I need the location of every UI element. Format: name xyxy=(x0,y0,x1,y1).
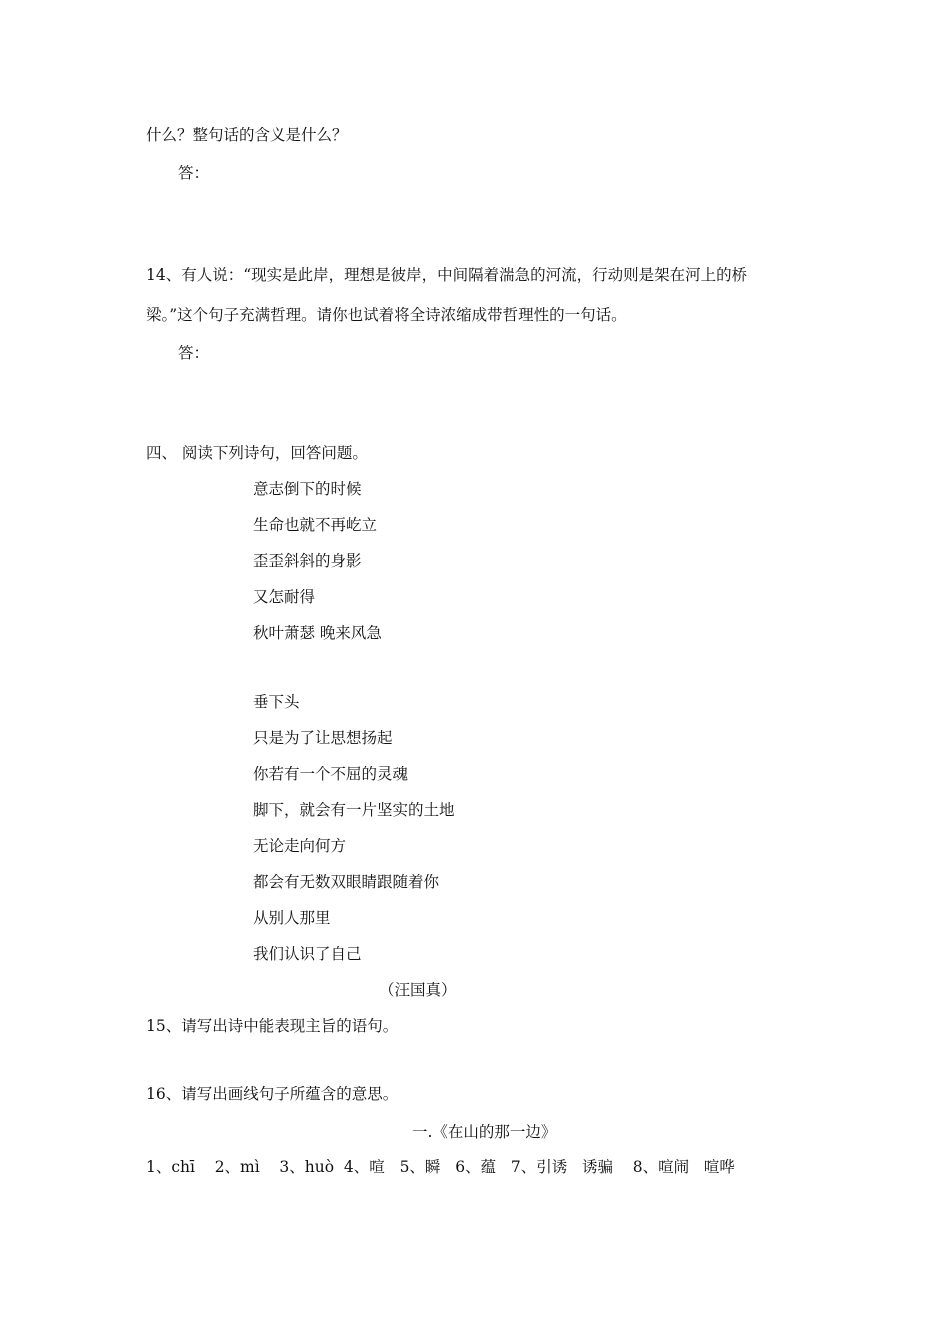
question-14-line-2: 梁。”这个句子充满哲理。请你也试着将全诗浓缩成带哲理性的一句话。 xyxy=(146,306,627,324)
poem-line: 脚下，就会有一片坚实的土地 xyxy=(253,801,455,819)
poem-line: 又怎耐得 xyxy=(253,588,316,606)
poem-line: 垂下头 xyxy=(253,693,300,711)
question-14-answer-label: 答： xyxy=(178,344,210,362)
poem-line: 从别人那里 xyxy=(253,909,331,927)
poem-line: 无论走向何方 xyxy=(253,837,347,855)
question-14-line-1: 14、有人说：“现实是此岸，理想是彼岸，中间隔着湍急的河流，行动则是架在河上的桥 xyxy=(146,266,748,284)
poem-author: （汪国真） xyxy=(379,981,457,999)
question-13-answer-label: 答： xyxy=(178,164,210,182)
section-4-title: 四、 阅读下列诗句，回答问题。 xyxy=(146,444,368,462)
answer-key-line: 1、chī 2、mì 3、huò 4、喧 5、瞬 6、蕴 7、引诱 诱骗 8、喧闹 喧哗 xyxy=(146,1158,735,1176)
question-15: 15、请写出诗中能表现主旨的语句。 xyxy=(146,1017,399,1035)
poem-line: 歪歪斜斜的身影 xyxy=(253,552,362,570)
poem-line: 秋叶萧瑟 晚来风急 xyxy=(253,624,382,642)
poem-line: 你若有一个不屈的灵魂 xyxy=(253,765,409,783)
question-13-tail: 什么？整句话的含义是什么？ xyxy=(146,126,348,144)
poem-line: 生命也就不再屹立 xyxy=(253,516,378,534)
poem-line: 意志倒下的时候 xyxy=(253,480,362,498)
answer-key-heading: 一.《在山的那一边》 xyxy=(412,1123,557,1141)
poem-line: 我们认识了自己 xyxy=(253,945,362,963)
poem-line: 只是为了让思想扬起 xyxy=(253,729,393,747)
poem-line: 都会有无数双眼睛跟随着你 xyxy=(253,873,440,891)
question-16: 16、请写出画线句子所蕴含的意思。 xyxy=(146,1085,399,1103)
